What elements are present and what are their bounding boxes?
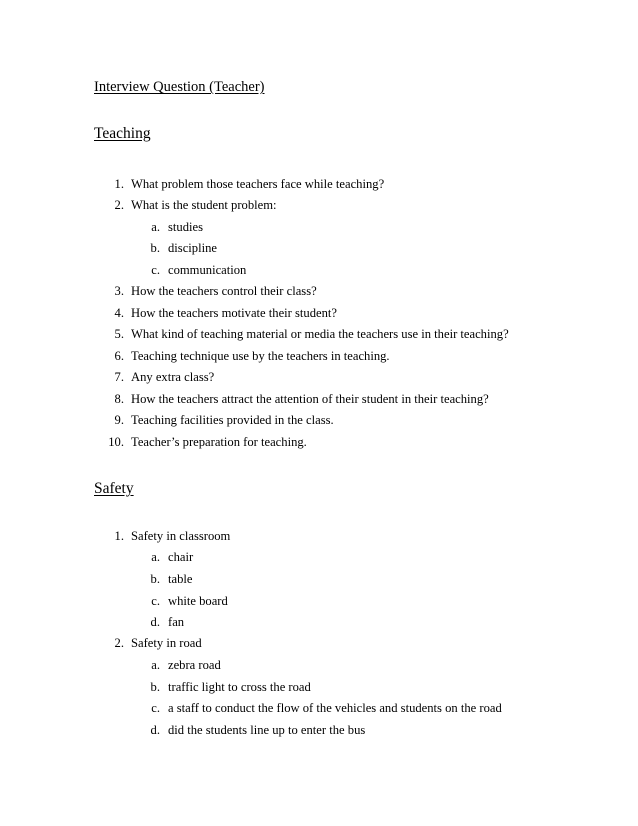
document-title: Interview Question (Teacher) bbox=[94, 79, 265, 95]
section-heading-teaching: Teaching bbox=[94, 125, 151, 142]
document-page: Interview Question (Teacher) Teaching 1. What problem those teachers face while teaching? 2. What is the student problem: a. studies b. discipline c. communication 3. How the teachers control their class? 4. How the teachers motivate their student? 5. What kind of teaching material or media the teachers use in their teaching? 6. Teaching technique use by the teachers in teaching. 7. Any extra class? 8. How the teachers attract the attention of their student in their teaching? 9. Teaching facilities provided in the class. 10. Teacher’s preparation for teaching. Safety 1. Safety in classroom a. chair b. table c. white board d. fan 2. Safety in road a. zebra road b. traffic light to cross the road c. a staff to conduct the flow of the vehicles and students on the road d. did the students line up to enter the bus bbox=[94, 79, 509, 737]
section-heading-safety: Safety bbox=[94, 480, 134, 497]
